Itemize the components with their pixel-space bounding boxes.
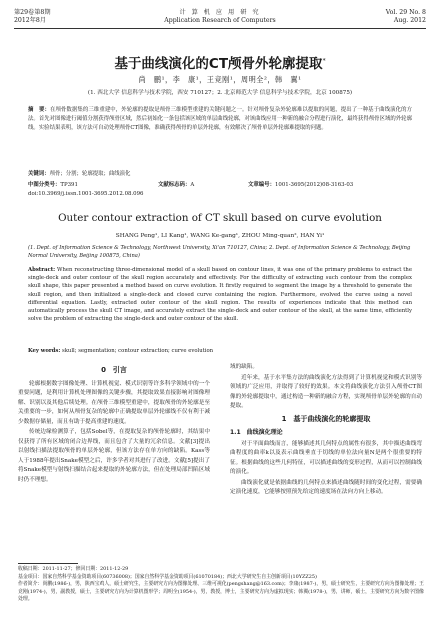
abstract-en-label: Abstract: xyxy=(28,267,56,273)
abstract-en xyxy=(28,266,412,323)
footnote-bio: 作者简介：尚鹏(1986-)，男，陕西宝鸡人，硕士研究生，主要研究方向为图像处理、三维可视化(pengshang@163.com)；李康(1987-)，男，硕士研究生，主要研究方向为图像处理；王竞刚(1974-)，男，副教授，硕士，主要研究方向为计算机图形学；周明全(1954-)，男，教授，博士，主要研究方向为虚拟现实；韩翼(1978-)，男，讲师，硕士，主要研究方向为数字图像处理。 xyxy=(18,581,424,603)
section-heading-1: 1 基于曲线演化的轮廓提取 xyxy=(281,414,371,423)
date-en: Aug. 2012 xyxy=(393,17,426,24)
affiliation-en: (1. Dept. of Information Science & Technology, Northwest University, Xi'an 710127, China; 2. Dept. of Information Science & Technology, Beijing Normal University, Beijing 100875, China) xyxy=(28,245,411,259)
keywords-cn-label: 关键词： xyxy=(28,171,50,177)
volume-cn: 第29卷第8期 xyxy=(14,9,51,16)
body-column-left xyxy=(18,363,210,486)
footnote xyxy=(18,566,426,604)
doc-code-field xyxy=(158,181,248,190)
title-cn-text: 基于曲线演化的CT颅骨外轮廓提取 xyxy=(114,56,323,72)
header-right xyxy=(386,9,426,25)
body-column-right xyxy=(230,363,422,499)
article-meta xyxy=(28,181,412,199)
body-paragraph: 近年来，基于水平集方法的曲线演化方法得到了计算机视觉和模式识别等领域的广泛应用，并取得了较好的效果。本文将曲线演化方法引入颅骨CT图像的外轮廓提取中，通过构造一种新的融合方程，实现颅骨单层外轮廓的自动提取。 xyxy=(230,374,422,409)
clc-label: 中图分类号： xyxy=(28,182,61,188)
footnote-rule xyxy=(18,563,78,564)
journal-name-en: Application Research of Computers xyxy=(164,17,276,24)
keywords-en-label: Key words: xyxy=(28,348,61,354)
keywords-en xyxy=(28,347,412,355)
body-paragraph: 域的缺陷。 xyxy=(230,364,258,370)
article-number-label: 文章编号： xyxy=(248,182,275,188)
clc-value: TP391 xyxy=(60,182,78,188)
date-cn: 2012年8月 xyxy=(14,17,47,24)
subsection-heading-1-1: 1.1 曲线演化理论 xyxy=(230,429,283,436)
doc-code-value: A xyxy=(190,182,195,188)
footnote-fund: 基金项目：国家自然科学基金资助项目(60736008)；国家自然科学基金资助项目(61070184)；西北大学研究生自主创新项目(10YZZ25) xyxy=(18,573,317,580)
article-number-field xyxy=(248,182,353,188)
keywords-en-text: skull; segmentation; contour extraction; curve evolution xyxy=(62,348,214,354)
article-number-value: 1001-3695(2012)08-3163-03 xyxy=(274,182,354,188)
doi[interactable]: doi:10.3969/j.issn.1001-3695.2012.08.096 xyxy=(28,191,144,197)
authors-cn: 尚 鹏¹，李 康¹，王竞刚¹，周明全²，韩 翼¹ xyxy=(138,75,302,84)
authors-en: SHANG Peng¹, LI Kang¹, WANG Ke-gang¹, ZHOU Ming-quan², HAN Yi¹ xyxy=(115,233,325,239)
paper-title-en: Outer contour extraction of CT skull based on curve evolution xyxy=(58,212,382,224)
paper-title-cn xyxy=(0,52,440,72)
keywords-cn xyxy=(28,170,412,179)
clc-field xyxy=(28,181,158,190)
abstract-cn-label: 摘 要： xyxy=(28,107,50,113)
body-paragraph: 曲线演化就是依据曲线的几何特点来描述曲线随时间的变化过程，需要确定演化速度，它能够按照预先给定的速度场在法向方向上移动。 xyxy=(230,479,422,495)
abstract-en-text: When reconstructing three-dimensional model of a skull based on contour lines, it was one of the primary problems to extract the single-deck and outer contour of the skull region accurately and effectively. For the difficulty of extracting such contour from the complex skull shape, this paper presented a method based on curve evolution. It firstly required to segment the image by a threshold to generate the skull region, and then initialized a single-deck and closed curve containing the region. Furthermore, evolved the curve using a novel differential equation. Lastly, extracted outer contour of the skull region. The results of experiences indicate that this method can automatically process the skull CT image, and accurately extract the single-deck and outer contour of the skull, at the same time, efficiently solve the problem of extracting the single-deck and outer contour of the skull. xyxy=(28,267,412,323)
footnote-received: 收稿日期：2011-11-27；修回日期：2011-12-29 xyxy=(18,566,129,572)
section-heading-intro: 0 引言 xyxy=(101,366,127,374)
abstract-cn-text: 在颅骨数据集的三维重建中，外轮廓的提取是颅骨三维模型重建的关键问题之一。针对颅骨复杂外轮廓难以提取的问题，提出了一种基于曲线演化的方法。首先对图像进行阈值分割获得颅骨区域，然后初始化一条包括该区域的单层曲线轮廓，对该曲线应用一种新的融合分程进行演化，最终获得颅骨区域的外轮廓线。实验结果表明，该方法可自动处理颅骨CT图像，准确获得颅骨的单层外轮廓，有效解决了颅骨单层外轮廓难提取的问题。 xyxy=(28,107,412,131)
volume-en: Vol. 29 No. 8 xyxy=(385,9,426,16)
title-footnote-mark: * xyxy=(322,57,326,65)
body-paragraph: 对于平面曲线而言，能够描述其几何特点的属性有很多，其中描述曲线弯曲程度的曲率k以及表示曲线垂直于切线的单位法向量N是两个很重要的特征。根据曲线的这些几何特征，可以描述曲线的变形过程，从而可以控制曲线的演化。 xyxy=(230,440,422,475)
affiliation-cn: (1. 西北大学 信息科学与技术学院，西安 710127；2. 北京师范大学 信息科学与技术学院，北京 100875) xyxy=(87,90,353,96)
body-paragraph: 传统边缘检测算子，包括Sobel等，在提取复杂的颅骨轮廓时，其结果中仅获得了所有区域的闭合边界线，而且包含了大量的冗余信息。文献[3]提出以射线扫描法提取颅骨的单层外轮廓，但该方法存在单方向的缺陷。Kass等人于1988年提出Snake模型之后，许多学者对其进行了改进。文献[5]提出了将Snake模型与射线扫描结合起来提取的外轮廓方法，但在处理局部凹陷区域时仍不理想。 xyxy=(18,429,210,483)
header-rule xyxy=(14,28,426,29)
header-center xyxy=(14,9,426,25)
doc-code-label: 文献标志码： xyxy=(158,182,191,188)
abstract-cn xyxy=(28,106,412,133)
journal-name-cn: 计 算 机 应 用 研 究 xyxy=(179,9,261,16)
body-paragraph: 轮廓根据数字图像处理、计算机视觉、模式识别等许多科学领域中的一个重要问题，是利用计算机处理图像的关键步骤，其提取效果直接影响对图像理解、识别以及其他后续处理。在颅骨三维模型重建中，提取颅骨的外轮廓是至关重要的一步，如何从颅骨复杂的轮廓中正确提取单层外轮廓线不仅有利于减少数据存储量，而且有助于提高重建的速度。 xyxy=(18,380,210,425)
keywords-cn-text: 颅骨；分割；轮廓提取；曲线演化 xyxy=(49,171,131,177)
